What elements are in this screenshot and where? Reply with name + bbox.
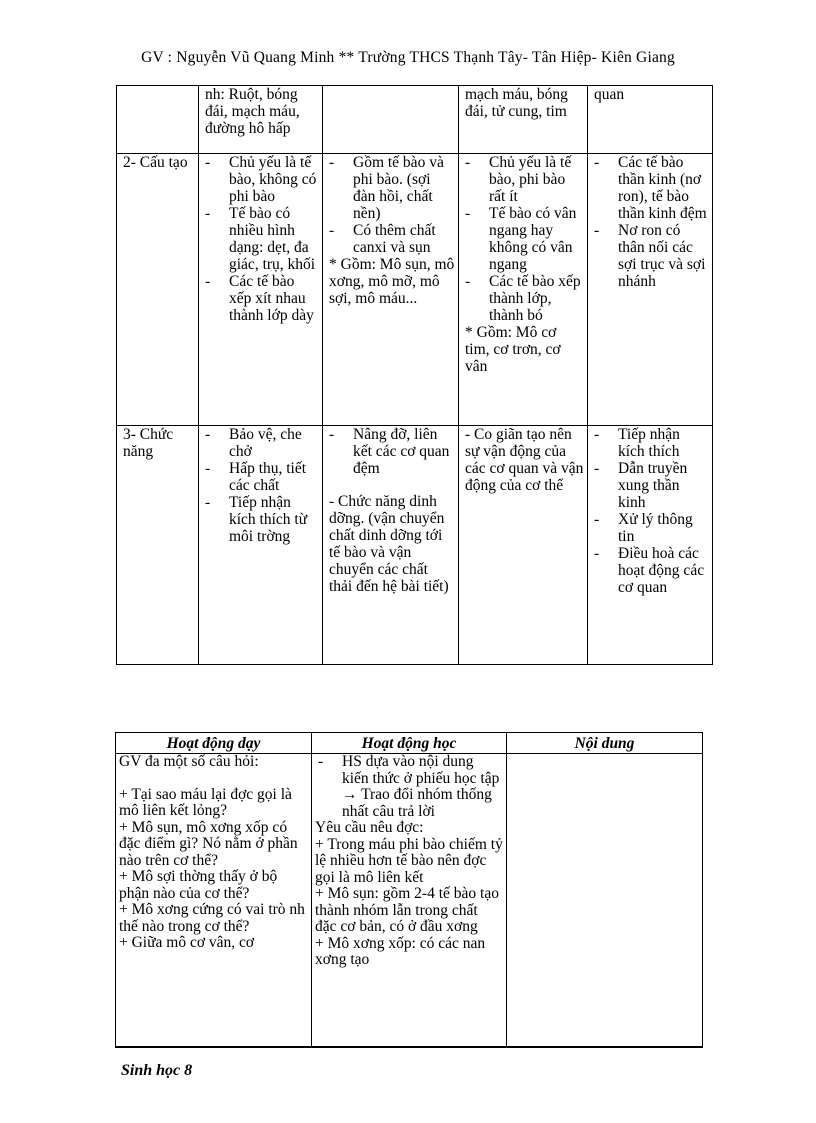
connective-function-list <box>326 426 455 477</box>
page-header: GV : Nguyễn Vũ Quang Minh ** Trường THCS Thạnh Tây- Tân Hiệp- Kiên Giang <box>141 49 675 66</box>
table-row <box>117 426 713 665</box>
learning-line: Yêu cầu nêu đợc: <box>315 819 424 836</box>
list-item: - Các tế bào xếp xít nhau thành lớp dày <box>202 273 319 324</box>
table-cell: - Co giãn tạo nên sự vận động của các cơ quan và vận động của cơ thể <box>459 426 588 665</box>
list-item: - Bảo vệ, che chở <box>202 426 319 460</box>
row-label: 3- Chức năng <box>117 426 199 665</box>
list-item: - Hấp thụ, tiết các chất <box>202 460 319 494</box>
table-cell <box>117 86 199 154</box>
table-cell <box>199 154 323 426</box>
note-text: - Chức năng dinh dỡng. (vận chuyển chất dinh dỡng tới tế bào và vận chuyển các chất thải đến hệ bài tiết) <box>329 493 449 595</box>
list-item: - Tế bào có vân ngang hay không có vân ngang <box>462 205 584 273</box>
table-cell <box>459 154 588 426</box>
table-cell <box>588 426 713 665</box>
list-item: - Các tế bào xếp thành lớp, thành bó <box>462 273 584 324</box>
table-cell <box>199 426 323 665</box>
learning-list <box>315 754 503 820</box>
table-cell <box>323 86 459 154</box>
list-item: - Các tế bào thần kinh (nơ ron), tế bào thần kinh đệm <box>591 154 709 222</box>
table-cell <box>588 154 713 426</box>
list-item: - Nâng đỡ, liên kết các cơ quan đệm <box>326 426 455 477</box>
table-cell: mạch máu, bóng đái, tử cung, tim <box>459 86 588 154</box>
teaching-cell <box>116 754 312 1047</box>
table-header-row <box>116 733 703 754</box>
learning-line: + Trong máu phi bào chiếm tỷ lệ nhiều hơn tế bào nên đợc gọi là mô liên kết <box>315 835 503 886</box>
table-cell <box>323 154 459 426</box>
learning-line: + Mô sụn: gồm 2-4 tế bào tạo thành nhóm lẫn trong chất đặc cơ bản, có ở đầu xơng <box>315 885 499 935</box>
activity-table <box>115 732 703 1048</box>
epithelial-structure-list <box>202 154 319 324</box>
learning-line: + Mô xơng xốp: có các nan xơng tạo <box>315 934 486 968</box>
table-row <box>117 154 713 426</box>
list-item: - Xử lý thông tin <box>591 511 709 545</box>
list-item: - Có thêm chất canxi và sụn <box>326 222 455 256</box>
nerve-structure-list <box>591 154 709 290</box>
content-cell <box>507 754 703 1047</box>
column-header: Nội dung <box>507 733 703 754</box>
row-label: 2- Cấu tạo <box>117 154 199 426</box>
muscle-structure-list <box>462 154 584 324</box>
table-cell: quan <box>588 86 713 154</box>
list-item: - Gồm tế bào và phi bào. (sợi đàn hồi, chất nền) <box>326 154 455 222</box>
list-item: - Chủ yếu là tế bào, phi bào rất ít <box>462 154 584 205</box>
list-item: - Điều hoà các hoạt động các cơ quan <box>591 545 709 596</box>
table-cell <box>323 426 459 665</box>
page-footer: Sinh học 8 <box>121 1062 193 1079</box>
list-item: - HS dựa vào nội dung kiến thức ở phiếu học tập → Trao đổi nhóm thống nhất câu trả lời <box>315 754 503 820</box>
teaching-line: + Tại sao máu lại đợc gọi là mô liên kết lỏng? <box>119 785 292 819</box>
list-item: - Dẫn truyền xung thần kinh <box>591 460 709 511</box>
table-row <box>116 754 703 1047</box>
teaching-line: + Giữa mô cơ vân, cơ <box>119 934 255 951</box>
list-item: - Tiếp nhận kích thích <box>591 426 709 460</box>
teaching-line: GV đa một số câu hỏi: <box>119 753 259 770</box>
teaching-line: + Mô xơng cứng có vai trò nh thế nào trong cơ thể? <box>119 901 305 935</box>
list-item: - Tiếp nhận kích thích từ môi trờng <box>202 494 319 545</box>
column-header: Hoạt động dạy <box>116 733 312 754</box>
note-text: * Gồm: Mô cơ tim, cơ trơn, cơ vân <box>465 324 561 375</box>
list-item: - Nơ ron có thân nối các sợi trục và sợi nhánh <box>591 222 709 290</box>
epithelial-function-list <box>202 426 319 545</box>
column-header: Hoạt động học <box>312 733 507 754</box>
list-item: - Chủ yếu là tế bào, không có phi bào <box>202 154 319 205</box>
teaching-line: + Mô sợi thờng thấy ở bộ phận nào của cơ thể? <box>119 868 278 902</box>
table-row <box>117 86 713 154</box>
table-cell: nh: Ruột, bóng đái, mạch máu, đường hô hấp <box>199 86 323 154</box>
learning-cell <box>312 754 507 1047</box>
list-item: - Tế bào có nhiều hình dạng: dẹt, đa giác, trụ, khối <box>202 205 319 273</box>
note-text: * Gồm: Mô sụn, mô xơng, mô mỡ, mô sợi, mô máu... <box>329 256 455 307</box>
tissue-comparison-table <box>116 85 713 665</box>
teaching-line: + Mô sụn, mô xơng xốp có đặc điểm gì? Nó nằm ở phần nào trên cơ thể? <box>119 818 298 869</box>
connective-structure-list <box>326 154 455 256</box>
nerve-function-list <box>591 426 709 596</box>
